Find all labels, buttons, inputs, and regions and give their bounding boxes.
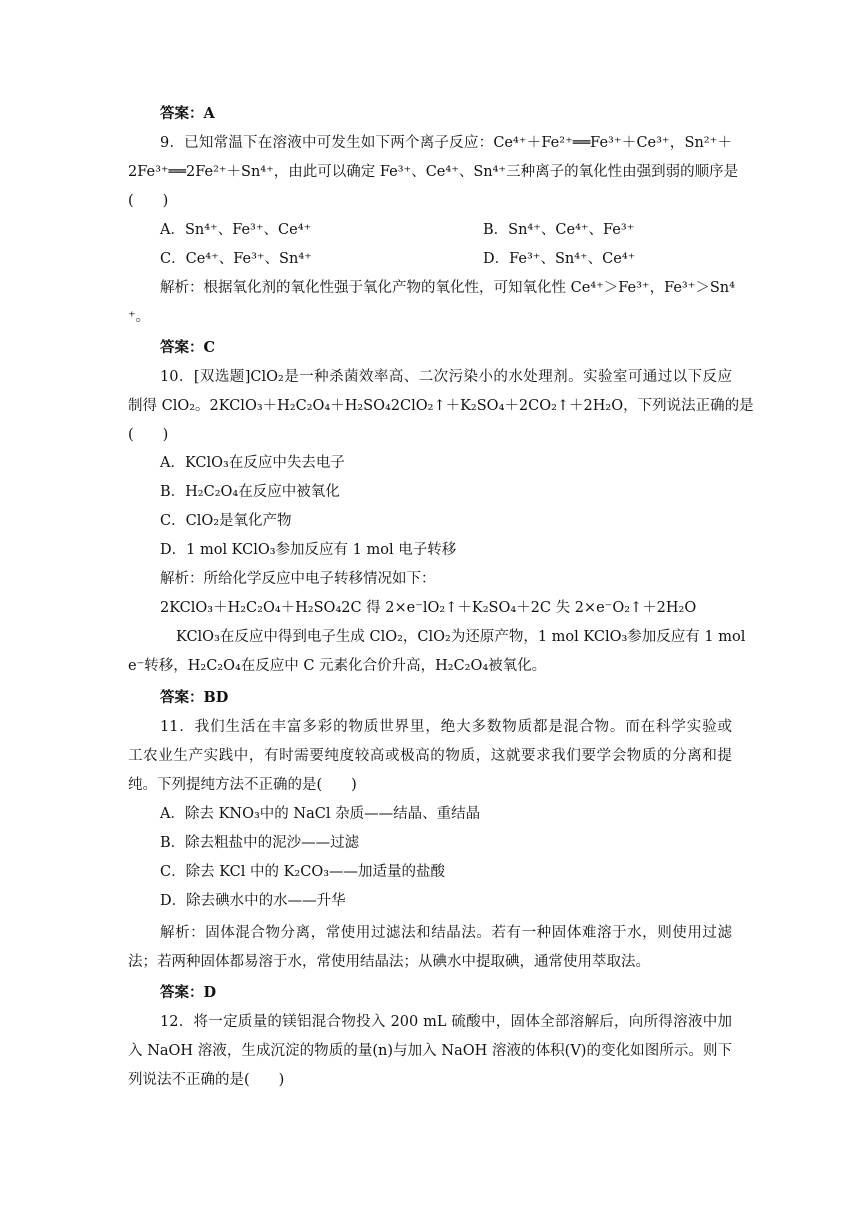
answer-q10: 答案：BD [160,689,229,706]
answer-q9: 答案：C [160,339,216,356]
q10-explanation-equation: 2KClO₃＋H₂C₂O₄＋H₂SO₄2C 得 2×e⁻lO₂↑＋K₂SO₄＋2C 失 2×e⁻O₂↑＋2H₂O [160,600,697,616]
q11-stem-line1: 11．我们生活在丰富多彩的物质世界里，绝大多数物质都是混合物。而在科学实验或 [160,719,732,735]
q9-stem-line2: 2Fe³⁺══2Fe²⁺＋Sn⁴⁺，由此可以确定 Fe³⁺、Ce⁴⁺、Sn⁴⁺三种离子的氧化性由强到弱的顺序是 [128,164,739,180]
q12-stem-line1: 12．将一定质量的镁铝混合物投入 200 mL 硫酸中，固体全部溶解后，向所得溶液中加 [160,1014,732,1030]
q9-stem-line1: 9．已知常温下在溶液中可发生如下两个离子反应：Ce⁴⁺＋Fe²⁺══Fe³⁺＋Ce³⁺，Sn²⁺＋ [160,135,732,151]
q10-option-a: A．KClO₃在反应中失去电子 [160,455,345,471]
q10-explanation-line3: KClO₃在反应中得到电子生成 ClO₂，ClO₂为还原产物，1 mol KClO₃参加反应有 1 mol [176,629,746,645]
q11-option-d: D．除去碘水中的水——升华 [160,893,346,909]
q11-option-a: A．除去 KNO₃中的 NaCl 杂质——结晶、重结晶 [160,806,481,822]
q9-option-a: A．Sn⁴⁺、Fe³⁺、Ce⁴⁺ [160,222,312,238]
q11-stem-line2: 工农业生产实践中，有时需要纯度较高或极高的物质，这就要求我们要学会物质的分离和提 [128,748,732,764]
q9-option-b: B．Sn⁴⁺、Ce⁴⁺、Fe³⁺ [483,222,635,238]
q11-explanation-line1: 解析：固体混合物分离，常使用过滤法和结晶法。若有一种固体难溶于水，则使用过滤 [160,925,732,941]
q12-stem-line3: 列说法不正确的是( ) [128,1072,285,1088]
q9-option-c: C．Ce⁴⁺、Fe³⁺、Sn⁴⁺ [160,251,312,267]
q10-option-c: C．ClO₂是氧化产物 [160,513,292,529]
q9-stem-line3: ( ) [128,193,169,209]
q11-option-c: C．除去 KCl 中的 K₂CO₃——加适量的盐酸 [160,864,446,880]
q10-explanation-line4: e⁻转移，H₂C₂O₄在反应中 C 元素化合价升高，H₂C₂O₄被氧化。 [128,658,547,674]
q11-stem-line3: 纯。下列提纯方法不正确的是( ) [128,777,357,793]
q11-explanation-line2: 法；若两种固体都易溶于水，常使用结晶法；从碘水中提取碘，通常使用萃取法。 [128,954,650,970]
q9-explanation-line1: 解析：根据氧化剂的氧化性强于氧化产物的氧化性，可知氧化性 Ce⁴⁺＞Fe³⁺，Fe³⁺＞Sn⁴ [160,280,735,296]
answer-q11: 答案：D [160,984,217,1001]
q10-option-d: D．1 mol KClO₃参加反应有 1 mol 电子转移 [160,542,457,558]
q11-option-b: B．除去粗盐中的泥沙——过滤 [160,835,360,851]
q10-explanation-line1: 解析：所给化学反应中电子转移情况如下： [160,571,436,587]
answer-q8: 答案：A [160,105,215,122]
q10-stem-line1: 10．[双选题]ClO₂是一种杀菌效率高、二次污染小的水处理剂。实验室可通过以下反应 [160,369,732,385]
q10-stem-line2: 制得 ClO₂。2KClO₃＋H₂C₂O₄＋H₂SO₄2ClO₂↑＋K₂SO₄＋2CO₂↑＋2H₂O，下列说法正确的是 [128,398,754,414]
q9-option-d: D．Fe³⁺、Sn⁴⁺、Ce⁴⁺ [483,251,636,267]
q10-option-b: B．H₂C₂O₄在反应中被氧化 [160,484,340,500]
q12-stem-line2: 入 NaOH 溶液，生成沉淀的物质的量(n)与加入 NaOH 溶液的体积(V)的变化如图所示。则下 [128,1043,732,1059]
q10-stem-line3: ( ) [128,427,169,443]
q9-explanation-line2: ⁺。 [128,309,151,325]
